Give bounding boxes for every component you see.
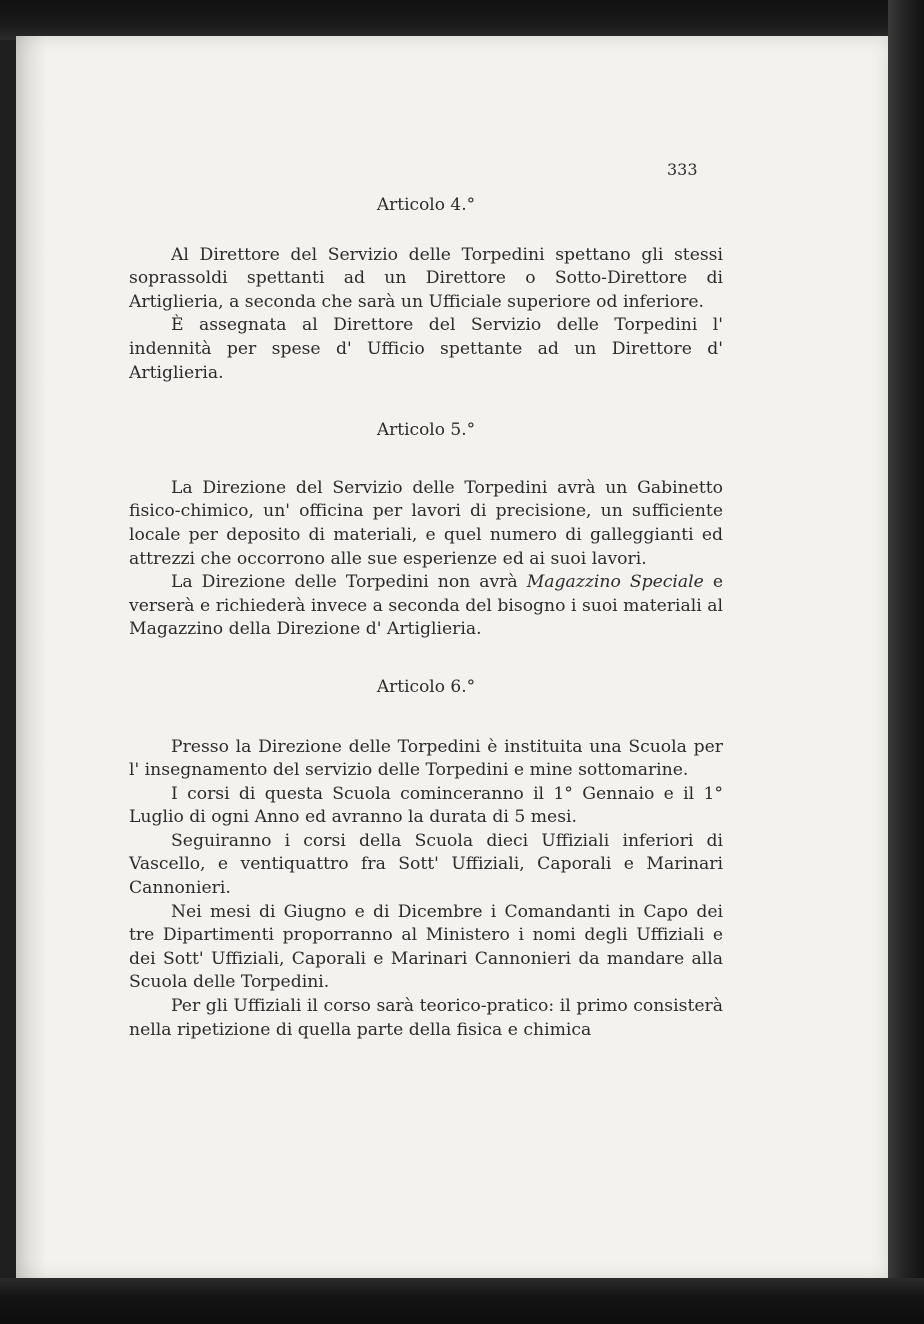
article-6-paragraph-2: I corsi di questa Scuola cominceranno il 1° Gennaio e il 1° Luglio di ogni Anno ed avranno la durata di 5 mesi. bbox=[129, 783, 723, 828]
magazzino-speciale-italic: Magazzino Speciale bbox=[526, 572, 704, 593]
article-5-paragraph-1: La Direzione del Servizio delle Torpedini avrà un Gabinetto fisico-chimico, un' officina per lavori di precisione, un sufficiente locale per deposito di materiali, e quel numero di galleggianti ed attrezzi che occorrono alle sue esperienze ed ai suoi lavori. bbox=[129, 477, 723, 569]
scan-border-right bbox=[888, 0, 924, 1324]
scan-border-top bbox=[0, 0, 924, 40]
article-6-paragraph-4: Nei mesi di Giugno e di Dicembre i Comandanti in Capo dei tre Dipartimenti proporranno al Ministero i nomi degli Uffiziali e dei Sott' Uffiziali, Caporali e Marinari Cannonieri da mandare alla Scuola delle Torpedini. bbox=[129, 901, 723, 993]
article-6-paragraph-5: Per gli Uffiziali il corso sarà teorico-pratico: il primo consisterà nella ripetizione di quella parte della fisica e chimica bbox=[129, 996, 723, 1040]
page-number: 333 bbox=[667, 160, 698, 179]
scan-border-bottom bbox=[0, 1278, 924, 1324]
article-6-paragraph-3: Seguiranno i corsi della Scuola dieci Uffiziali inferiori di Vascello, e ventiquattro fra Sott' Uffiziali, Caporali e Marinari Cannonieri. bbox=[129, 830, 723, 899]
article-4-heading: Articolo 4.° bbox=[376, 195, 476, 215]
article-5-paragraph-2-end: e verserà e richiederà invece a seconda del bisogno i suoi materiali al Magazzino della Direzione d' Artiglieria. bbox=[129, 572, 723, 640]
article-4-paragraph-2: È assegnata al Direttore del Servizio delle Torpedini l' indennità per spese d' Ufficio spettante ad un Direttore d' Artiglieria. bbox=[129, 315, 723, 383]
article-5-paragraph-2 bbox=[129, 571, 723, 642]
article-5-heading: Articolo 5.° bbox=[376, 420, 476, 441]
article-5-paragraph-2-start: La Direzione delle Torpedini non avrà bbox=[171, 572, 527, 593]
article-6-heading: Articolo 6.° bbox=[376, 676, 476, 697]
body-text bbox=[129, 158, 723, 1042]
article-4-paragraph-1: Al Direttore del Servizio delle Torpedini spettano gli stessi soprassoldi spettanti ad un Direttore o Sotto-Direttore di Artiglieria, a seconda che sarà un Ufficiale superiore od inferiore. bbox=[129, 244, 723, 312]
article-6-paragraph-1: Presso la Direzione delle Torpedini è instituita una Scuola per l' insegnamento del servizio delle Torpedini e mine sottomarine. bbox=[129, 736, 723, 781]
binding-gutter bbox=[16, 36, 46, 1280]
